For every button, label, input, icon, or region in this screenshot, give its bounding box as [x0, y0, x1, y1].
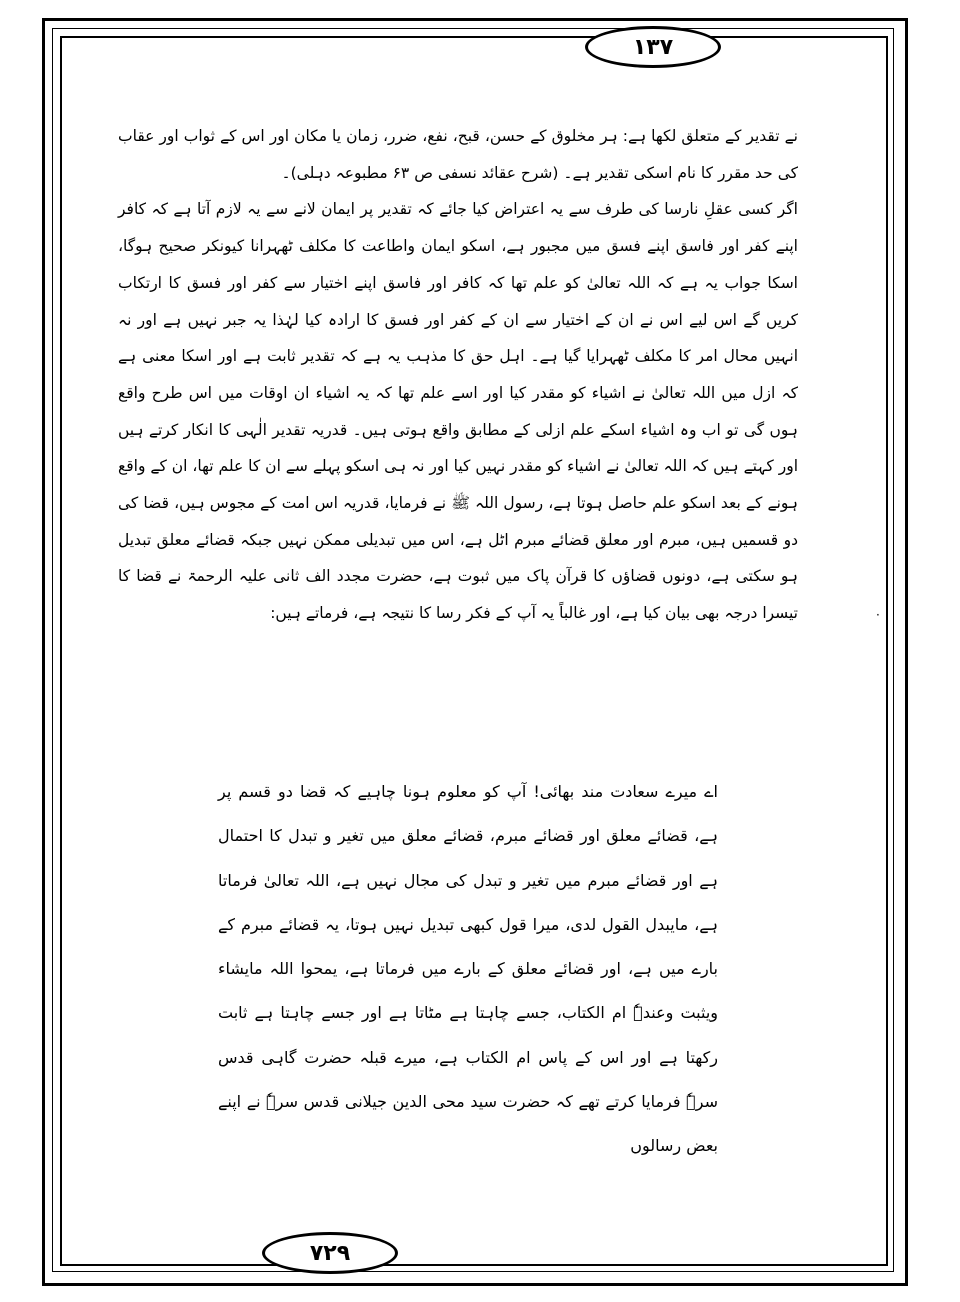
page-number-top: ۱۳۷ — [585, 26, 721, 68]
block-quote: اے میرے سعادت مند بھائی! آپ کو معلوم ہونا چاہیے کہ قضا دو قسم پر ہے، قضائے معلق اور قضائے مبرم، قضائے معلق میں تغیر و تبدل کا احتمال ہے اور قضائے مبرم میں تغیر و تبدل کی مجال نہیں ہے، اللہ تعالیٰ فرماتا ہے، مایبدل القول لدی، میرا قول کبھی تبدیل نہیں ہوتا، یہ قضائے مبرم کے بارے میں ہے، اور قضائے معلق کے بارے میں فرماتا ہے، یمحوا اللہ مایشاء ویثبت وعندہٗ ام الکتاب، جسے چاہتا ہے مٹاتا ہے اور جسے چاہتا ہے ثابت رکھتا ہے اور اس کے پاس ام الکتاب ہے، میرے قبلہ حضرت گاہی قدس سرہٗ فرمایا کرتے تھے کہ حضرت سید محی الدین جیلانی قدس سرہٗ نے اپنے بعض رسالوں — [218, 782, 718, 1156]
main-text — [118, 118, 798, 632]
margin-dot: · — [876, 608, 880, 622]
paragraph-2: اگر کسی عقلِ نارسا کی طرف سے یہ اعتراض کیا جائے کہ تقدیر پر ایمان لانے سے یہ لازم آتا ہے کہ کافر اپنے کفر اور فاسق اپنے فسق میں مجبور ہے، اسکو ایمان واطاعت کا مکلف ٹھہرانا کیونکر صحیح ہوگا، اسکا جواب یہ ہے کہ اللہ تعالیٰ کو علم تھا کہ کافر اور فاسق اپنے اختیار سے کفر اور فسق کا ارتکاب کریں گے اس لیے اس نے ان کے اختیار سے ان کے کفر اور فسق کا ارادہ کیا لہٰذا یہ جبر نہیں ہے اور نہ انہیں محال امر کا مکلف ٹھہرایا گیا ہے۔ اہل حق کا مذہب یہ ہے کہ تقدیر ثابت ہے اور اسکا معنی ہے کہ ازل میں اللہ تعالیٰ نے اشیاء کو مقدر کیا اور اسے علم تھا کہ یہ اشیاء ان اوقات میں اس طرح واقع ہوں گی تو اب وہ اشیاء اسکے علم ازلی کے مطابق واقع ہوتی ہیں۔ قدریہ تقدیر الٰہی کا انکار کرتے ہیں اور کہتے ہیں کہ اللہ تعالیٰ نے اشیاء کو مقدر نہیں کیا اور نہ ہی اسکو پہلے سے ان کا علم تھا، ان کے واقع ہونے کے بعد اسکو علم حاصل ہوتا ہے، رسول اللہ ﷺ نے فرمایا، قدریہ اس امت کے مجوس ہیں، قضا کی دو قسمیں ہیں، مبرم اور معلق قضائے مبرم اٹل ہے، اس میں تبدیلی ممکن نہیں جبکہ قضائے معلق تبدیل ہو سکتی ہے، دونوں قضاؤں کا قرآن پاک میں ثبوت ہے، حضرت مجدد الف ثانی علیہ الرحمۃ نے قضا کا تیسرا درجہ بھی بیان کیا ہے، اور غالباً یہ آپ کے فکر رسا کا نتیجہ ہے، فرماتے ہیں: — [118, 200, 798, 623]
page-number-bottom: ۷۲۹ — [262, 1232, 398, 1274]
paragraph-1: نے تقدیر کے متعلق لکھا ہے: ہر مخلوق کے حسن، قبح، نفع، ضرر، زمان یا مکان اور اس کے ثواب اور عقاب کی حد مقرر کا نام اسکی تقدیر ہے۔ (شرح عقائد نسفی ص ۶۳ مطبوعہ دہلی)۔ — [118, 127, 798, 182]
